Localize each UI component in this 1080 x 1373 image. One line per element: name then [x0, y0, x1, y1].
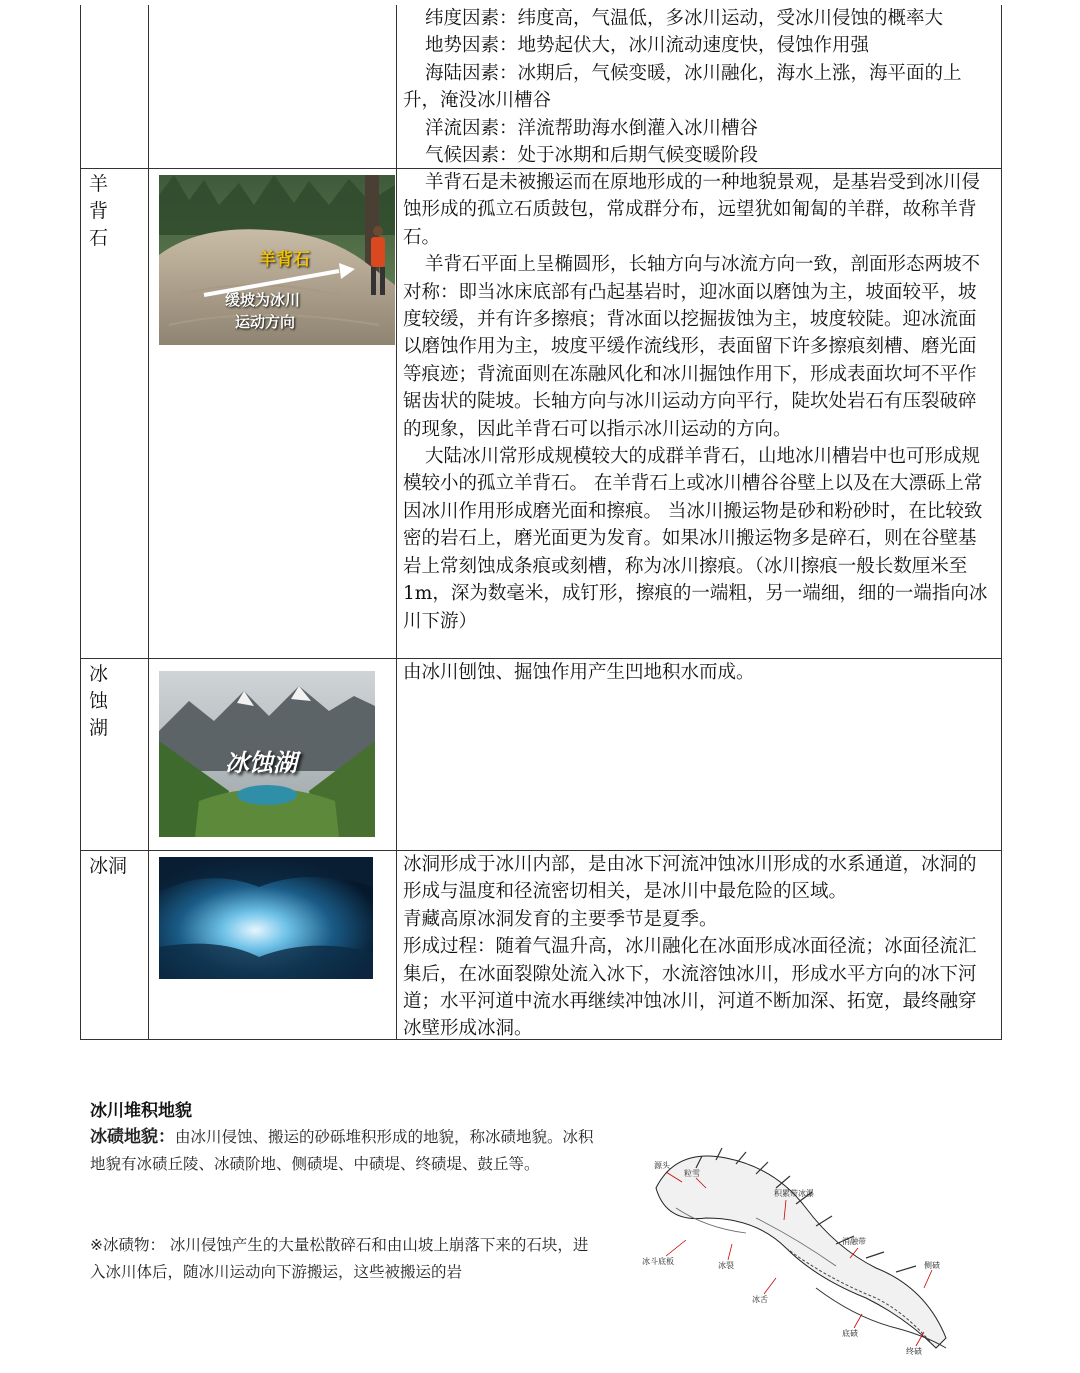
moraine-text: 由冰川侵蚀、搬运的砂砾堆积形成的地貌，称冰碛地貌。冰积地貌有冰碛丘陵、冰碛阶地、侧碛堤、中碛堤、终碛堤、鼓丘等。 [90, 1128, 594, 1173]
factor-line: 洋流因素：洋流帮助海水倒灌入冰川槽谷 [425, 117, 759, 139]
row-image-cell [149, 169, 397, 658]
moraine-term: 冰碛地貌： [90, 1127, 175, 1147]
row-name-cell [81, 659, 149, 850]
photo-label-gentle-slope: 缓坡为冰川 [225, 291, 301, 309]
row-image-cell [149, 659, 397, 850]
landform-table [80, 5, 1002, 1040]
row-image-cell [149, 5, 397, 168]
row-image-cell [149, 851, 397, 1039]
label-firn: 粒雪 [684, 1169, 700, 1178]
paragraph: 形成过程：随着气温升高，冰川融化在冰面形成冰面径流；冰面径流汇集后，在冰面裂隙处流入冰下，水流溶蚀冰川，形成水平方向的冰下河道；水平河道中流水再继续冲蚀冰川，河道不断加深、拓宽，最终融穿冰壁形成冰洞。 [403, 936, 977, 1040]
factor-line: 气候因素：处于冰期和后期气候变暖阶段 [425, 145, 759, 167]
factor-line: 海陆因素：冰期后，气候变暖，冰川融化，海水上涨，海平面的上升，淹没冰川槽谷 [403, 62, 962, 112]
label-ground: 底碛 [842, 1329, 858, 1338]
label-cirque: 冰斗底板 [642, 1257, 674, 1266]
label-bergschrund: 冰裂 [718, 1261, 734, 1270]
row-text-cell [397, 169, 1001, 658]
photo-label-direction: 运动方向 [235, 313, 296, 331]
label-lateral: 侧碛 [924, 1261, 940, 1270]
paragraph: 羊背石平面上呈椭圆形，长轴方向与冰流方向一致，剖面形态两坡不对称：即当冰床底部有凸起基岩时，迎冰面以磨蚀为主，坡面较平，坡度较缓，并有许多擦痕；背冰面以挖掘拔蚀为主，坡度较陡。迎冰流面以磨蚀作用为主，坡度平缓作流线形，表面留下许多擦痕刻槽、磨光面等痕迹；背流面则在冻融风化和冰川掘蚀作用下，形成表面坎坷不平作锯齿状的陡坡。长轴方向与冰川运动方向平行，陡坎处岩石有压裂破碎的现象，因此羊背石可以指示冰川运动的方向。 [403, 254, 981, 440]
glacier-diagram [636, 1148, 952, 1358]
label-terminal: 终碛 [906, 1347, 922, 1356]
row-name-cell [81, 851, 149, 1039]
section-title: 冰川堆积地貌 [90, 1101, 192, 1121]
ice-cave-illustration [159, 857, 373, 979]
photo-label-lake: 冰蚀湖 [225, 749, 297, 777]
table-row-roche-moutonnee [81, 168, 1001, 658]
moraine-paragraph [90, 1124, 602, 1178]
paragraph: 大陆冰川常形成规模较大的成群羊背石，山地冰川槽岩中也可形成规模较小的孤立羊背石。 在羊背石上或冰川槽谷谷壁上以及在大漂砾上常因冰川作用形成磨光面和擦痕。 当冰川搬运物是砂和粉砂时，在比较致密的岩石上，磨光面更为发育。如果冰川搬运物多是碎石，则在谷壁基岩上常刻蚀成条痕或刻槽，称为冰川擦痕。（冰川擦痕一般长数厘米至 1m，深为数毫米，成钉形，擦痕的一端粗，另一端细，细的一端指向冰川下游） [403, 446, 988, 632]
row-text-cell [397, 5, 1001, 168]
label-source: 源头 [654, 1161, 670, 1170]
row-name: 羊背石 [89, 173, 117, 249]
table-row-ice-cave [81, 850, 1001, 1039]
glacier-diagram-svg [636, 1148, 952, 1358]
ice-cave-photo [159, 857, 373, 979]
paragraph: 青藏高原冰洞发育的主要季节是夏季。 [403, 908, 718, 930]
glacial-lake-photo [159, 671, 375, 837]
moraine-note [90, 1232, 602, 1286]
factor-line: 纬度因素：纬度高，气温低，多冰川运动，受冰川侵蚀的概率大 [425, 8, 944, 29]
table-row-factors [81, 5, 1001, 168]
factor-line: 地势因素：地势起伏大，冰川流动速度快，侵蚀作用强 [425, 35, 870, 57]
paragraph: 由冰川刨蚀、掘蚀作用产生凹地积水而成。 [403, 662, 755, 683]
roche-moutonnee-photo [159, 175, 395, 345]
paragraph: 冰洞形成于冰川内部，是由冰下河流冲蚀冰川形成的水系通道，冰洞的形成与温度和径流密切相关，是冰川中最危险的区域。 [403, 854, 977, 903]
label-tongue: 冰舌 [752, 1295, 768, 1304]
label-ablation: 消融带 [842, 1237, 866, 1246]
table-row-glacial-lake [81, 658, 1001, 850]
row-name: 冰洞 [89, 855, 128, 877]
row-name-cell [81, 5, 149, 168]
moraine-note-text: ※冰碛物： 冰川侵蚀产生的大量松散碎石和由山坡上崩落下来的石块，进入冰川体后，随冰川运动向下游搬运，这些被搬运的岩 [90, 1236, 589, 1281]
photo-label-roche: 羊背石 [259, 250, 310, 270]
row-name: 冰蚀湖 [89, 663, 117, 739]
label-icefall: 积累带冰瀑 [774, 1189, 814, 1198]
row-text-cell [397, 851, 1001, 1039]
paragraph: 羊背石是未被搬运而在原地形成的一种地貌景观，是基岩受到冰川侵蚀形成的孤立石质鼓包，常成群分布，远望犹如匍匐的羊群，故称羊背石。 [403, 172, 981, 248]
row-name-cell [81, 169, 149, 658]
row-text-cell [397, 659, 1001, 850]
